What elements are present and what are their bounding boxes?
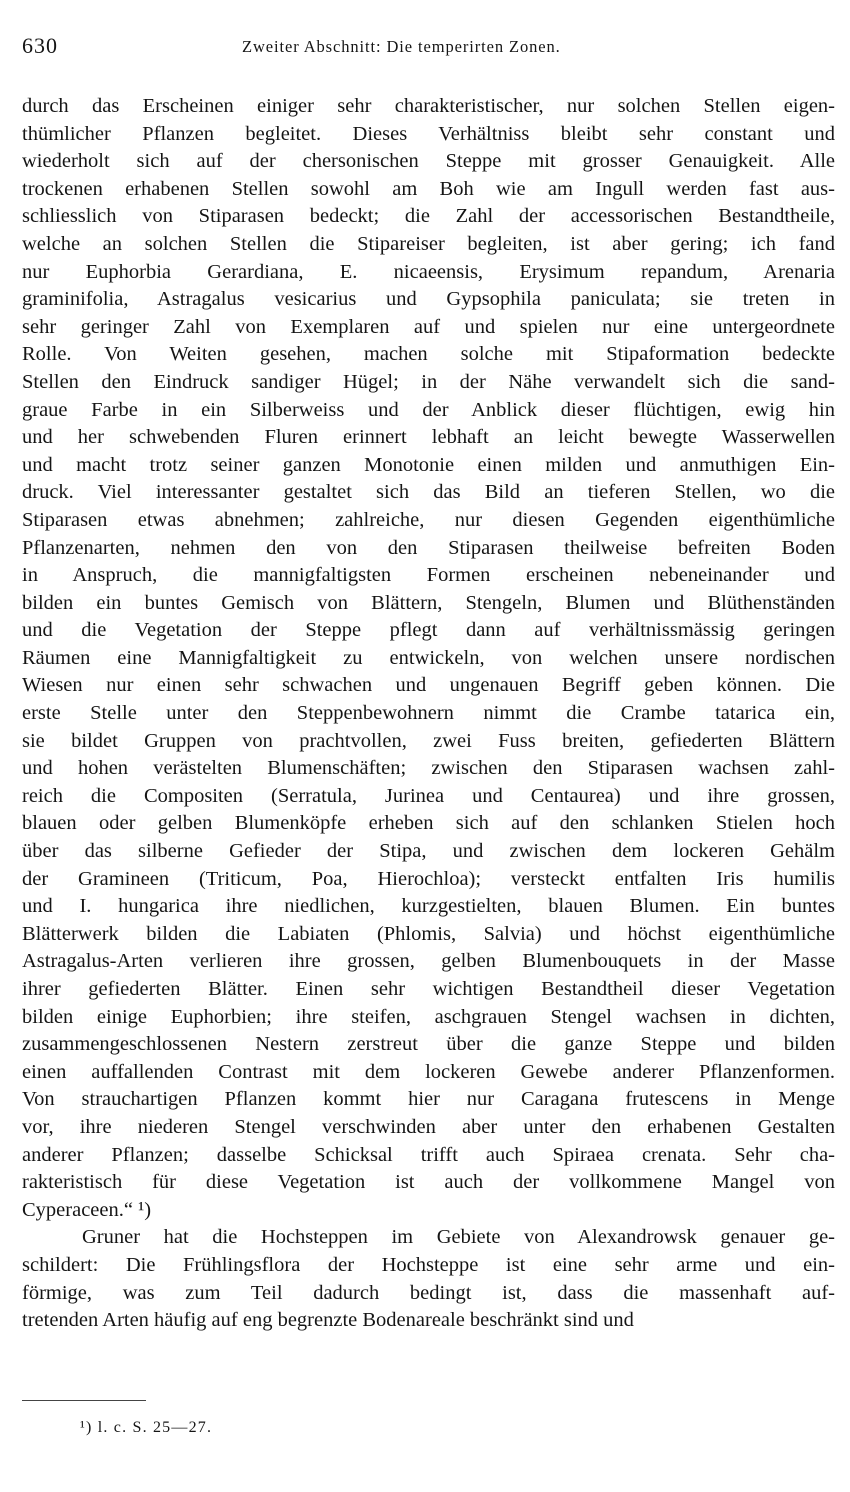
text-line: schliesslich von Stiparasen bedeckt; die Zahl der accessorischen Bestandtheile, bbox=[22, 205, 835, 228]
text-line: druck. Viel interessanter gestaltet sich das Bild an tieferen Stellen, wo die bbox=[22, 481, 835, 504]
text-line: reich die Compositen (Serratula, Jurinea und Centaurea) und ihre grossen, bbox=[22, 784, 835, 807]
text-line: durch das Erscheinen einiger sehr charakteristischer, nur solchen Stellen eigen- bbox=[22, 95, 835, 117]
footnote: ¹) l. c. S. 25—27. bbox=[80, 1419, 213, 1436]
text-line: und her schwebenden Fluren erinnert lebhaft an leicht bewegte Wasserwellen bbox=[22, 426, 835, 449]
text-line: Gruner hat die Hochsteppen im Gebiete von Alexandrowsk genauer ge- bbox=[82, 1226, 835, 1249]
text-line: Pflanzenarten, nehmen den von den Stiparasen theilweise befreiten Boden bbox=[22, 536, 835, 559]
paragraph bbox=[22, 93, 835, 1224]
text-line: und I. hungarica ihre niedlichen, kurzgestielten, blauen Blumen. Ein buntes bbox=[22, 895, 835, 918]
text-line: und die Vegetation der Steppe pflegt dann auf verhältnissmässig geringen bbox=[22, 619, 835, 642]
text-line: über das silberne Gefieder der Stipa, und zwischen dem lockeren Gehälm bbox=[22, 840, 835, 863]
text-line: schildert: Die Frühlingsflora der Hochsteppe ist eine sehr arme und ein- bbox=[22, 1253, 835, 1276]
text-line: bilden ein buntes Gemisch von Blättern, Stengeln, Blumen und Blüthenständen bbox=[22, 591, 835, 614]
page-header bbox=[22, 33, 832, 63]
text-line: blauen oder gelben Blumenköpfe erheben sich auf den schlanken Stielen hoch bbox=[22, 812, 835, 835]
body-text bbox=[22, 93, 835, 1335]
text-line: trockenen erhabenen Stellen sowohl am Boh wie am Ingull werden fast aus- bbox=[22, 177, 835, 200]
paragraph bbox=[22, 1224, 835, 1334]
text-line: wiederholt sich auf der chersonischen Steppe mit grosser Genauigkeit. Alle bbox=[22, 150, 835, 173]
text-line: rakteristisch für diese Vegetation ist auch der vollkommene Mangel von bbox=[22, 1171, 835, 1194]
text-line: Von strauchartigen Pflanzen kommt hier nur Caragana frutescens in Menge bbox=[22, 1088, 835, 1111]
text-line: ihrer gefiederten Blätter. Einen sehr wichtigen Bestandtheil dieser Vegetation bbox=[22, 978, 835, 1000]
text-line: Cyperaceen.“ ¹) bbox=[22, 1198, 152, 1221]
text-line: tretenden Arten häufig auf eng begrenzte Bodenareale beschränkt sind und bbox=[22, 1309, 634, 1332]
text-line: zusammengeschlossenen Nestern zerstreut über die ganze Steppe und bilden bbox=[22, 1033, 835, 1056]
text-line: einen auffallenden Contrast mit dem lockeren Gewebe anderer Pflanzenformen. bbox=[22, 1060, 835, 1083]
text-line: vor, ihre niederen Stengel verschwinden aber unter den erhabenen Gestalten bbox=[22, 1115, 835, 1138]
text-line: Rolle. Von Weiten gesehen, machen solche mit Stipaformation bedeckte bbox=[22, 343, 835, 366]
text-line: und macht trotz seiner ganzen Monotonie einen milden und anmuthigen Ein- bbox=[22, 453, 835, 476]
text-line: der Gramineen (Triticum, Poa, Hierochloa); versteckt entfalten Iris humilis bbox=[22, 867, 835, 890]
text-line: anderer Pflanzen; dasselbe Schicksal trifft auch Spiraea crenata. Sehr cha- bbox=[22, 1143, 835, 1166]
text-line: Stellen den Eindruck sandiger Hügel; in der Nähe verwandelt sich die sand- bbox=[22, 370, 835, 393]
text-line: erste Stelle unter den Steppenbewohnern nimmt die Crambe tatarica ein, bbox=[22, 702, 835, 725]
page-number: 630 bbox=[22, 33, 58, 58]
text-line: welche an solchen Stellen die Stipareiser begleiten, ist aber gering; ich fand bbox=[22, 232, 835, 255]
text-line: Stiparasen etwas abnehmen; zahlreiche, nur diesen Gegenden eigenthümliche bbox=[22, 508, 835, 531]
text-line: und hohen verästelten Blumenschäften; zwischen den Stiparasen wachsen zahl- bbox=[22, 757, 835, 780]
running-head: Zweiter Abschnitt: Die temperirten Zonen. bbox=[242, 37, 561, 56]
text-line: förmige, was zum Teil dadurch bedingt ist, dass die massenhaft auf- bbox=[22, 1281, 835, 1304]
text-line: Blätterwerk bilden die Labiaten (Phlomis, Salvia) und höchst eigenthümliche bbox=[22, 922, 835, 945]
text-line: in Anspruch, die mannigfaltigsten Formen erscheinen nebeneinander und bbox=[22, 564, 835, 587]
text-line: graminifolia, Astragalus vesicarius und Gypsophila paniculata; sie treten in bbox=[22, 288, 835, 311]
text-line: sehr geringer Zahl von Exemplaren auf und spielen nur eine untergeordnete bbox=[22, 315, 835, 338]
text-line: Wiesen nur einen sehr schwachen und ungenauen Begriff geben können. Die bbox=[22, 674, 835, 697]
footnote-rule bbox=[22, 1400, 146, 1401]
text-line: graue Farbe in ein Silberweiss und der Anblick dieser flüchtigen, ewig hin bbox=[22, 398, 835, 421]
text-line: Astragalus-Arten verlieren ihre grossen, gelben Blumenbouquets in der Masse bbox=[22, 950, 835, 973]
text-line: thümlicher Pflanzen begleitet. Dieses Verhältniss bleibt sehr constant und bbox=[22, 122, 835, 145]
text-line: sie bildet Gruppen von prachtvollen, zwei Fuss breiten, gefiederten Blättern bbox=[22, 729, 835, 752]
text-line: bilden einige Euphorbien; ihre steifen, aschgrauen Stengel wachsen in dichten, bbox=[22, 1005, 835, 1028]
text-line: Räumen eine Mannigfaltigkeit zu entwickeln, von welchen unsere nordischen bbox=[22, 646, 835, 669]
text-line: nur Euphorbia Gerardiana, E. nicaeensis, Erysimum repandum, Arenaria bbox=[22, 260, 835, 283]
